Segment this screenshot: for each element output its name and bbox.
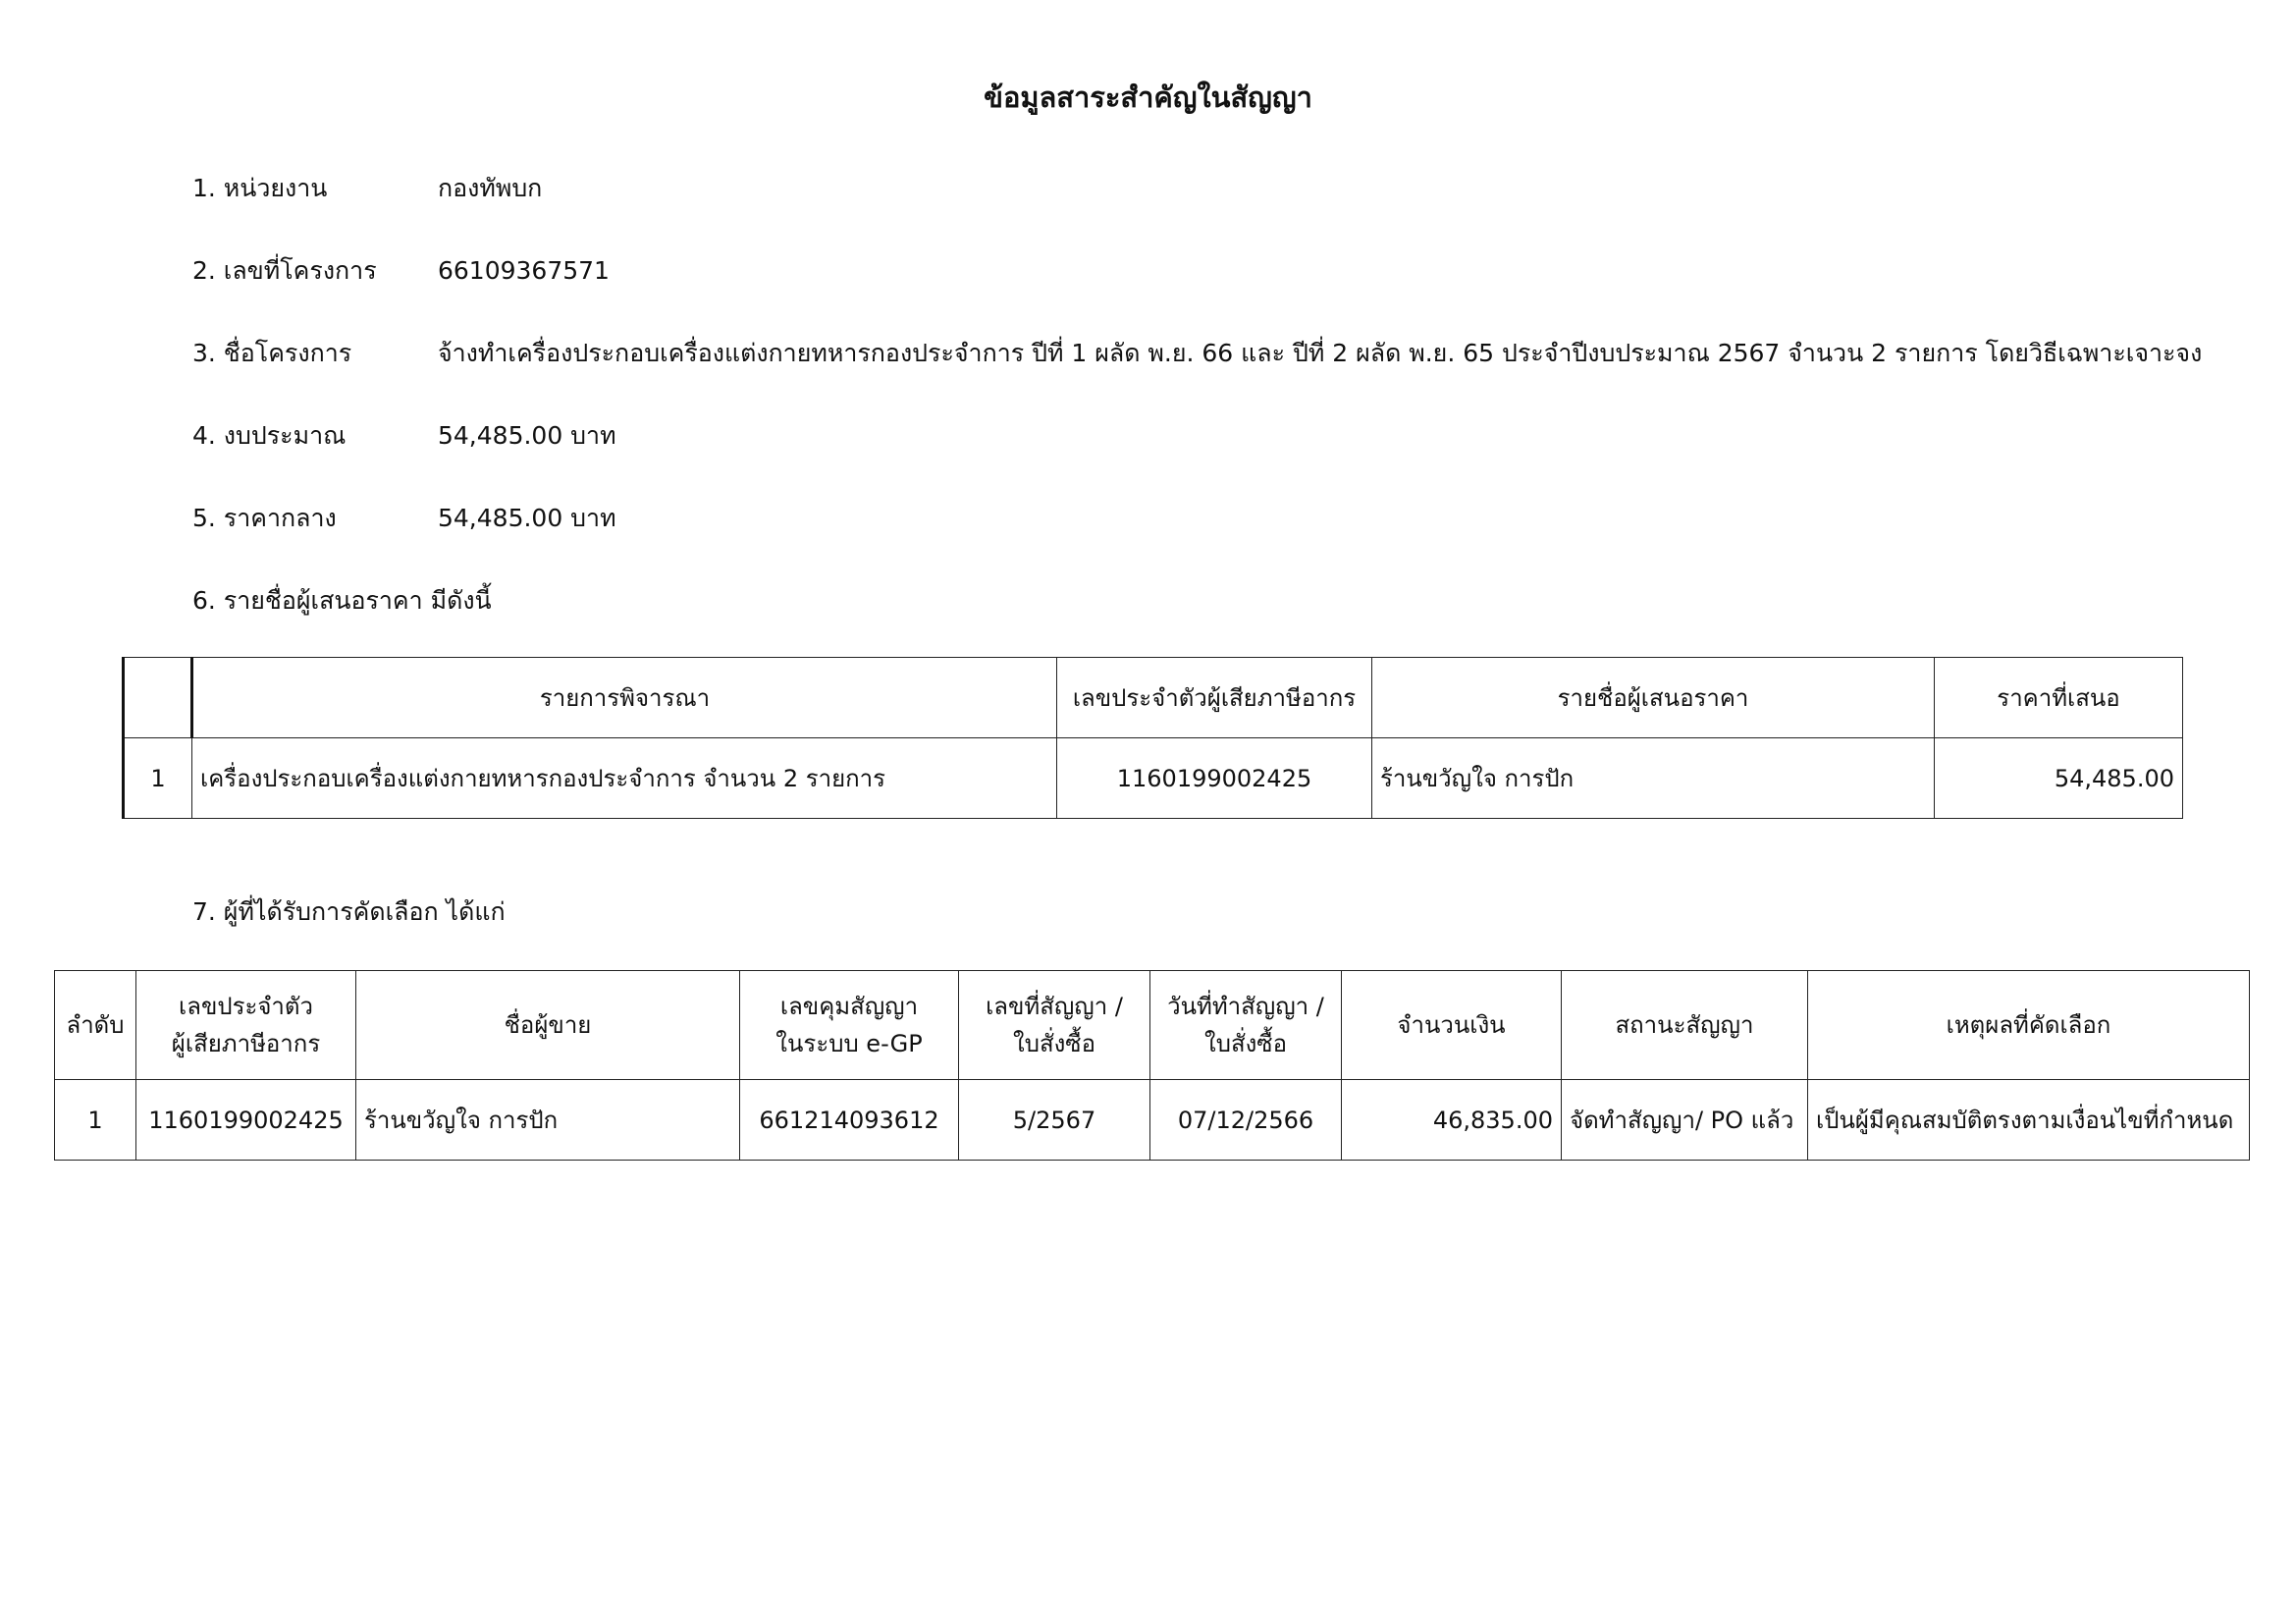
winner-row-amount: 46,835.00 [1342,1080,1562,1161]
info-row-median-price [192,501,616,536]
winners-header-control-line1: เลขคุมสัญญา [779,993,919,1020]
median-price-label: 5. ราคากลาง [192,504,337,532]
agency-value: กองทัพบก [438,174,543,202]
info-row-agency [192,171,542,206]
section7-heading: 7. ผู้ที่ได้รับการคัดเลือก ได้แก่ [192,897,506,926]
project-number-value: 66109367571 [438,256,610,285]
info-row-project-name [192,336,2202,371]
median-price-value: 54,485.00 บาท [438,504,616,532]
winners-table [54,970,2250,1161]
winners-header-tax-id-line2: ผู้เสียภาษีอากร [171,1030,321,1057]
budget-value: 54,485.00 บาท [438,421,616,450]
bidders-header-price: ราคาที่เสนอ [1935,658,2183,738]
winners-header-amount: จำนวนเงิน [1342,971,1562,1080]
bidders-header-tax-id: เลขประจำตัวผู้เสียภาษีอากร [1057,658,1372,738]
info-row-project-number [192,253,610,289]
bidder-row-item: เครื่องประกอบเครื่องแต่งกายทหารกองประจำการ จำนวน 2 รายการ [192,738,1057,819]
bidders-table [122,657,2183,819]
winners-header-date [1150,971,1342,1080]
bidder-row-name: ร้านขวัญใจ การปัก [1372,738,1935,819]
winners-header-contract-no [959,971,1150,1080]
winners-header-tax-id [136,971,356,1080]
document-title: ข้อมูลสาระสำคัญในสัญญา [984,81,1312,114]
bidder-row-no: 1 [124,738,192,819]
winner-row-date: 07/12/2566 [1150,1080,1342,1161]
winner-row-reason: เป็นผู้มีคุณสมบัติตรงตามเงื่อนไขที่กำหนด [1808,1080,2250,1161]
winner-row-no: 1 [55,1080,136,1161]
winner-row-tax-id: 1160199002425 [136,1080,356,1161]
winners-header-contract-line2: ใบสั่งซื้อ [1012,1030,1096,1057]
budget-label: 4. งบประมาณ [192,421,347,450]
bidders-header-no [124,658,192,738]
table-row [55,1080,2250,1161]
winner-row-contract-no: 5/2567 [959,1080,1150,1161]
project-name-value: จ้างทำเครื่องประกอบเครื่องแต่งกายทหารกองประจำการ ปีที่ 1 ผลัด พ.ย. 66 และ ปีที่ 2 ผลัด พ.ย. 65 ประจำปีงบประมาณ 2567 จำนวน 2 รายการ โดยวิธีเฉพาะเจาะจง [438,339,2203,367]
winners-header-date-line1: วันที่ทำสัญญา / [1167,993,1324,1020]
winners-header-seller: ชื่อผู้ขาย [356,971,740,1080]
agency-label: 1. หน่วยงาน [192,174,328,202]
section6-heading: 6. รายชื่อผู้เสนอราคา มีดังนี้ [192,586,492,615]
bidders-header-item: รายการพิจารณา [192,658,1057,738]
winner-row-status: จัดทำสัญญา/ PO แล้ว [1562,1080,1808,1161]
info-row-budget [192,418,616,454]
table-row [124,738,2183,819]
project-number-label: 2. เลขที่โครงการ [192,256,377,285]
winners-header-contract-line1: เลขที่สัญญา / [986,993,1123,1020]
project-name-label: 3. ชื่อโครงการ [192,339,352,367]
winners-header-row [55,971,2250,1080]
winners-header-control-no [740,971,959,1080]
winners-header-control-line2: ในระบบ e-GP [775,1030,923,1057]
winners-header-tax-id-line1: เลขประจำตัว [179,993,313,1020]
bidders-header-row [124,658,2183,738]
winners-header-no: ลำดับ [55,971,136,1080]
winners-header-reason: เหตุผลที่คัดเลือก [1808,971,2250,1080]
winner-row-seller: ร้านขวัญใจ การปัก [356,1080,740,1161]
winners-header-status: สถานะสัญญา [1562,971,1808,1080]
bidders-header-bidder: รายชื่อผู้เสนอราคา [1372,658,1935,738]
bidder-row-price: 54,485.00 [1935,738,2183,819]
winner-row-control-no: 661214093612 [740,1080,959,1161]
bidder-row-tax-id: 1160199002425 [1057,738,1372,819]
winners-header-date-line2: ใบสั่งซื้อ [1203,1030,1288,1057]
